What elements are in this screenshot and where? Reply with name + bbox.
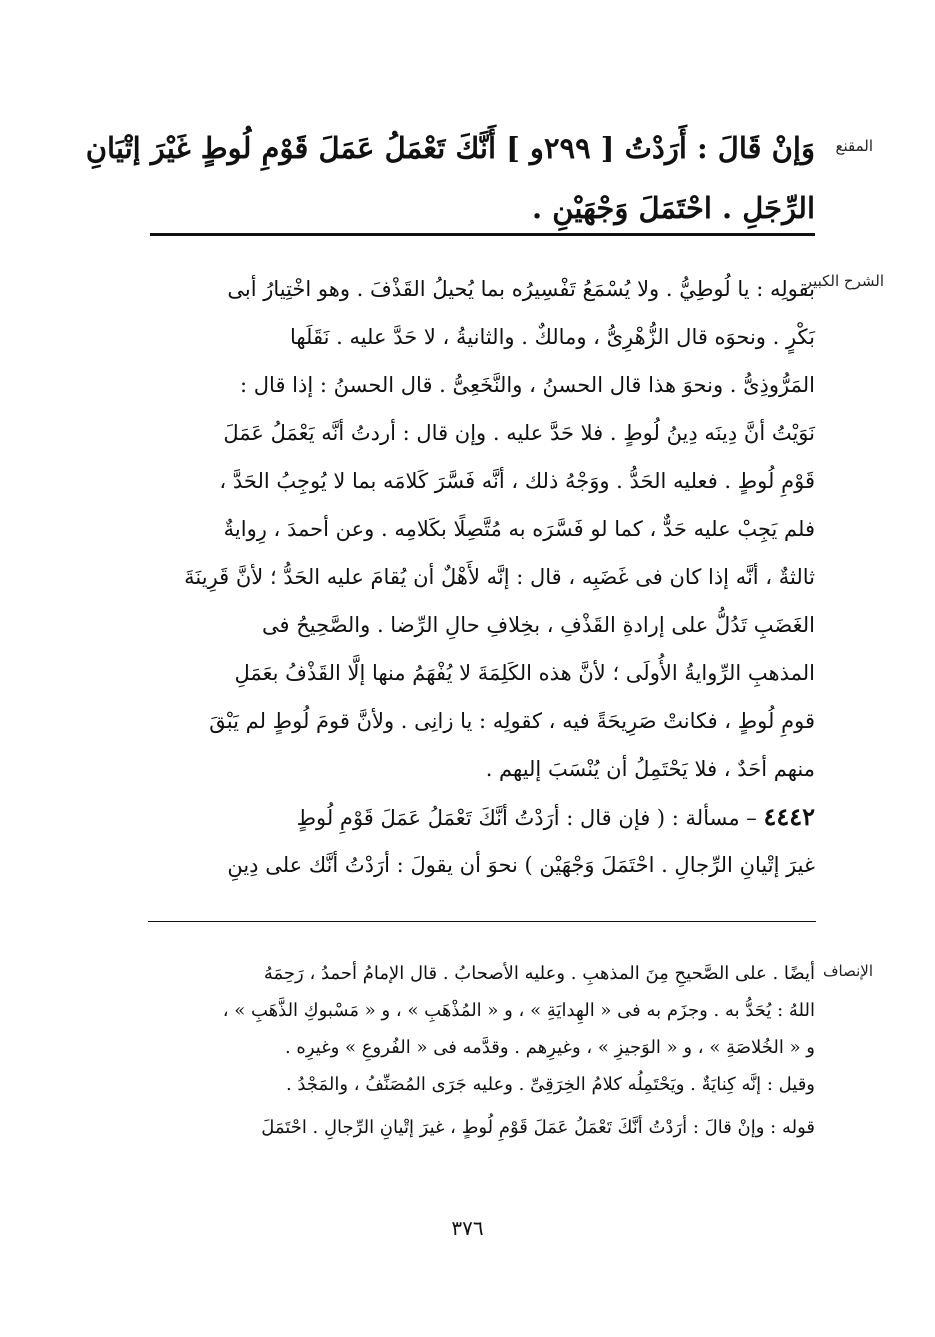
insaf-line: أيضًا . على الصَّحيحِ مِنَ المذهبِ . وعليه الأصحابُ . قال الإمامُ أحمدُ ، رَحِمَهُ bbox=[263, 963, 815, 984]
muqni-line: وَإنْ قَالَ : أَرَدْتُ [ ٢٩٩و ] أَنَّكَ تَعْمَلُ عَمَلَ قَوْمِ لُوطٍ غَيْرَ إتْيَانِ bbox=[85, 131, 815, 165]
issue-text: – مسألة : ( فإن قال : أرَدْتُ أنَّكَ تَعْمَلُ عَمَلَ قَوْمِ لُوطٍ bbox=[296, 806, 764, 830]
sharh-line: غيرَ إتْيانِ الرِّجالِ . احْتَمَلَ وَجْهَيْن ) نحوَ أن يقولَ : أرَدْتُ أنَّك على دِينِ bbox=[227, 853, 815, 877]
sharh-line: قومِ لُوطٍ ، فكانتْ صَرِيحَةً فيه ، كقولِه : يا زانِى . ولأنَّ قومَ لُوطٍ لم يَبْقَ bbox=[209, 709, 815, 733]
issue-line bbox=[135, 793, 815, 841]
muqni-label: المقنع bbox=[835, 137, 873, 155]
muqni-text bbox=[85, 118, 815, 238]
sharh-label: الشرح الكبير bbox=[804, 272, 884, 290]
insaf-line: اللهُ : يُحَدُّ به . وجزَم به فى « الهِدايَةِ » ، و « المُذْهَبِ » ، و « مَسْبوكِ الذَّهَبِ » ، bbox=[222, 1000, 815, 1021]
page-number: ٣٧٦ bbox=[451, 1216, 484, 1240]
sharh-line: بَكْرٍ . ونحوَه قال الزُّهْرِىُّ ، ومالكٌ . والثانيةُ ، لا حَدَّ عليه . نَقَلَها bbox=[289, 325, 815, 349]
insaf-line: قوله : وإنْ قالَ : أرَدْتُ أنَّكَ تَعْمَلُ عَمَلَ قَوْمِ لُوطٍ ، غيرَ إتْيانِ الرِّجالِ . احْتَمَلَ bbox=[261, 1117, 815, 1138]
sharh-line: بقولِه : يا لُوطِيُّ . ولا يُسْمَعُ تَفْسِيرُه بما يُحيلُ القَذْفَ . وهو اخْتِيارُ أبى bbox=[227, 277, 815, 301]
sharh-line: المذهبِ الرِّوايةُ الأُولَى ؛ لأنَّ هذه الكَلِمَةَ لا يُفْهَمُ منها إلَّا القَذْفُ بعَمَلِ bbox=[234, 661, 815, 685]
insaf-line: و « الخُلاصَةِ » ، و « الوَجيزِ » ، وغيرِهم . وقدَّمه فى « الفُروعِ » وغيرِه . bbox=[284, 1037, 815, 1058]
section-divider-thin bbox=[148, 921, 816, 922]
sharh-text bbox=[135, 265, 815, 889]
sharh-line: قَوْمِ لُوطٍ . فعليه الحَدُّ . ووَجْهُ ذلك ، أنَّه فَسَّرَ كَلامَه بما لا يُوجِبُ الحَدَّ ، bbox=[219, 469, 815, 493]
muqni-line: الرِّجَلِ . احْتَمَلَ وَجْهَيْنِ . bbox=[532, 191, 815, 225]
insaf-label: الإنصاف bbox=[822, 962, 873, 980]
sharh-line: الغَضَبِ تَدُلُّ على إرادةِ القَذْفِ ، بخِلافِ حالِ الرِّضا . والصَّحِيحُ فى bbox=[262, 613, 815, 637]
issue-number: ٤٤٤٢ bbox=[763, 802, 815, 831]
sharh-line: المَرُّوذِىُّ . ونحوَ هذا قال الحسنُ ، والنَّخَعِىُّ . قال الحسنُ : إذا قال : bbox=[240, 373, 815, 397]
sharh-line: منهم أحَدٌ ، فلا يَحْتَمِلُ أن يُنْسَبَ إليهم . bbox=[485, 757, 815, 781]
sharh-line: نَوَيْتُ أنَّ دِينَه دِينُ لُوطٍ . فلا حَدَّ عليه . وإن قال : أردتُ أنَّه يَعْمَلُ عَمَلَ bbox=[223, 421, 815, 445]
sharh-line: فلم يَجِبْ عليه حَدٌّ ، كما لو فَسَّرَه به مُتَّصِلًا بكَلامِه . وعن أحمدَ ، رِوايةٌ bbox=[223, 517, 815, 541]
insaf-line: وقيل : إنَّه كِنايَةٌ . ويَحْتَمِلُه كلامُ الخِرَقِىِّ . وعليه جَرَى المُصَنِّفُ ، والمَجْدُ . bbox=[285, 1074, 815, 1095]
section-divider-thick bbox=[150, 233, 815, 236]
insaf-text bbox=[135, 955, 815, 1146]
sharh-line: ثالثةٌ ، أنَّه إذا كان فى غَضَبِه ، قال : إنَّه لأَهْلٌ أن يُقامَ عليه الحَدُّ ؛ لأنَّ قَرِينَةَ bbox=[184, 565, 815, 589]
